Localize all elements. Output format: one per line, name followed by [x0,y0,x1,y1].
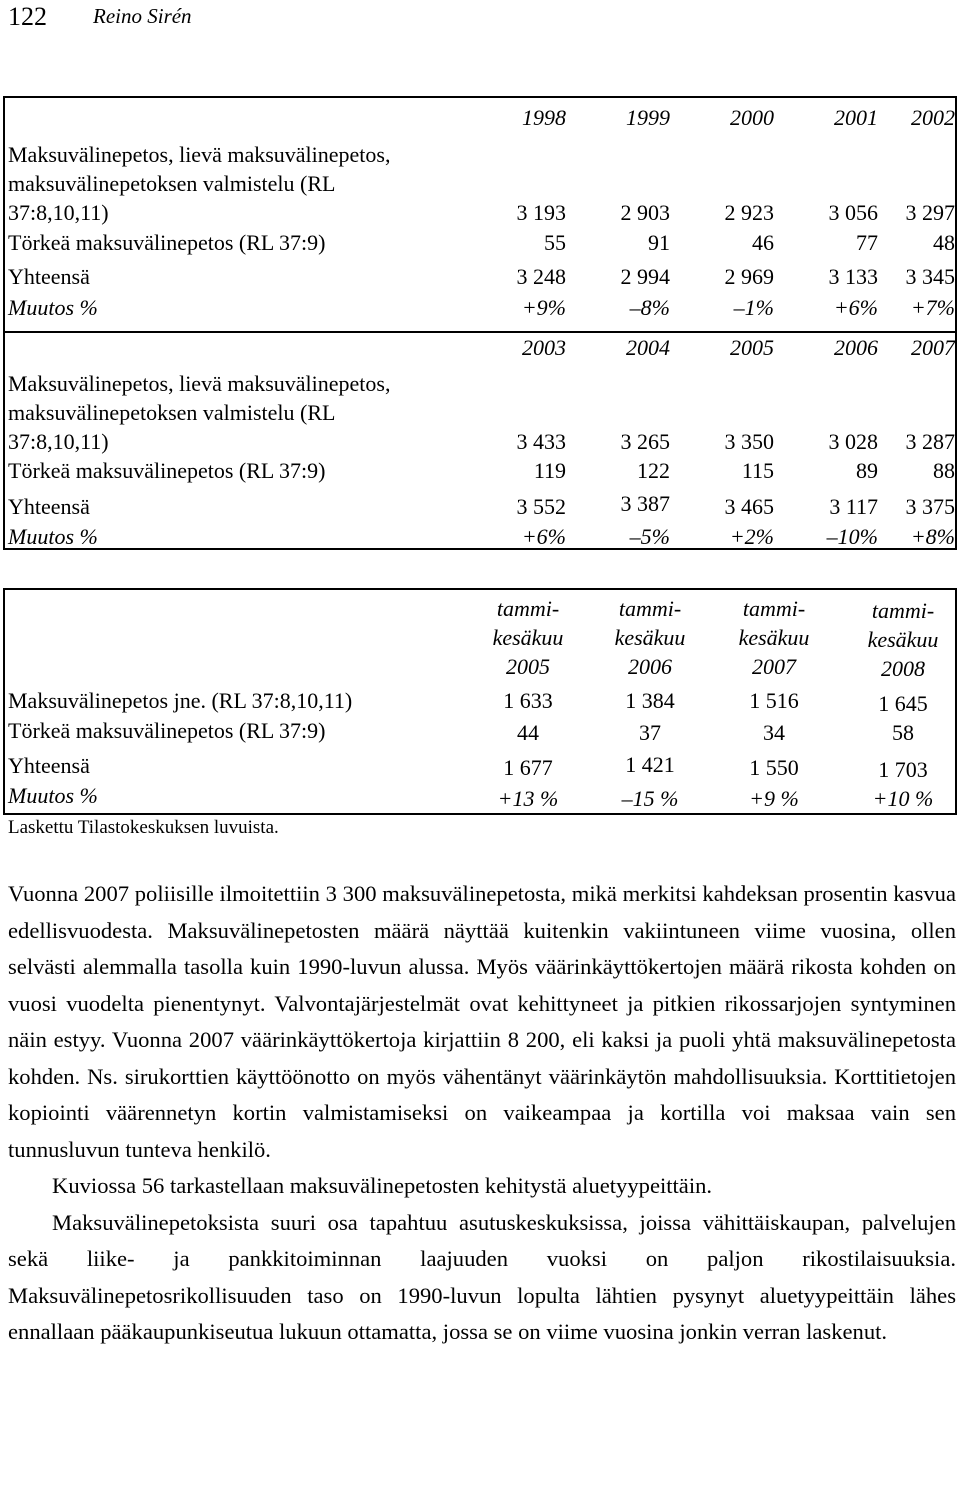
year-header: 2007 [911,335,955,360]
table-cell: 77 [856,230,878,255]
row-label: Maksuvälinepetos, lievä maksuvälinepetos, [8,371,391,396]
table-cell: –5% [629,524,670,549]
table-cell: +13 % [497,786,559,811]
table-cell: +6% [833,295,878,320]
table-cell: 2 903 [620,200,670,225]
table-cell: 48 [933,230,955,255]
table-cell: +9 % [749,786,799,811]
table-cell: 3 028 [828,429,878,454]
table-cell: 2 969 [724,264,774,289]
table-cell: 46 [752,230,774,255]
year-header: 2005 [730,335,774,360]
table-cell: 3 297 [905,200,955,225]
row-label: Maksuvälinepetos jne. (RL 37:8,10,11) [8,688,353,713]
column-header: 2008 [881,656,925,681]
table-cell: 1 516 [749,688,799,713]
column-header: 2007 [752,654,796,679]
paragraph: Kuviossa 56 tarkastellaan maksuvälinepetosten kehitystä aluetyypeittäin. [52,1173,713,1198]
column-header: 2006 [628,654,672,679]
year-header: 2002 [911,105,955,130]
row-label: Maksuvälinepetos, lievä maksuvälinepetos, [8,142,391,167]
column-header: kesäkuu [614,625,686,650]
table-cell: –15 % [621,786,679,811]
table-cell: 3 056 [828,200,878,225]
table-divider [3,331,957,333]
year-header: 2004 [626,335,670,360]
table-cell: 3 287 [905,429,955,454]
row-label: Muutos % [8,783,98,808]
row-label: Yhteensä [8,753,90,778]
table-cell: 1 421 [625,752,675,777]
body-text [8,876,956,1351]
column-header: tammi- [496,596,560,621]
table-cell: 3 133 [828,264,878,289]
table-cell: 122 [637,458,670,483]
table-cell: –10% [826,524,878,549]
row-label: Muutos % [8,295,98,320]
year-header: 2003 [522,335,566,360]
table-cell: 1 384 [625,688,675,713]
row-label: Törkeä maksuvälinepetos (RL 37:9) [8,718,326,743]
table-cell: –8% [629,295,670,320]
table-cell: +8% [910,524,955,549]
table-cell: 88 [933,458,955,483]
table-cell: 3 350 [724,429,774,454]
table-cell: 3 117 [829,494,878,519]
row-label: 37:8,10,11) [8,429,109,454]
year-header: 1998 [522,105,566,130]
column-header: kesäkuu [738,625,810,650]
paragraph: Vuonna 2007 poliisille ilmoitettiin 3 300 maksuvälinepetosta, mikä merkitsi kahdeksan prosentin kasvua edellisvuodesta. Maksuvälinepetosten määrä näyttää kuitenkin vakiintuneen viime vuosina, ollen selvästi alemmalla tasolla kuin 1990-luvun alussa. Myös väärinkäyttökertojen määrä rikosta kohden on vuosi vuodelta pienentynyt. Valvontajärjestelmät ovat kehittyneet ja pitkien rikossarjojen syntyminen näin estyy. Vuonna 2007 väärinkäyttökertoja kirjattiin 8 200, eli kaksi ja puoli yhtä maksuvälinepetosta kohden. Ns. sirukorttien käyttöönotto on myös vähentänyt väärinkäytön mahdollisuuksia. Korttitietojen kopiointi väärennetyn kortin valmistamiseksi on vaikeampaa ja kortilla voi maksaa vain sen tunnusluvun tunteva henkilö. [8,881,956,1162]
table-cell: +9% [521,295,566,320]
column-header: tammi- [871,598,935,623]
column-header: tammi- [618,596,682,621]
row-label: Yhteensä [8,264,90,289]
table-cell: 37 [639,720,661,745]
paragraph: Maksuvälinepetoksista suuri osa tapahtuu asutuskeskuksissa, joissa vähittäiskaupan, palvelujen sekä liike- ja pankkitoiminnan laajuuden vuoksi on paljon rikostilaisuuksia. Maksuvälinepetosrikollisuuden taso on 1990-luvun lopulta lähtien pysynyt aluetyypeittäin lähes ennallaan pääkaupunkiseutua lukuun ottamatta, jossa se on viime vuosina jonkin verran laskenut. [8,1209,956,1344]
table-cell: 3 552 [516,494,566,519]
table-cell: 58 [892,720,914,745]
table-cell: 3 433 [516,429,566,454]
column-header: 2005 [506,654,550,679]
running-head: Reino Sirén [93,4,192,28]
table-cell: 3 248 [516,264,566,289]
table-cell: 3 193 [516,200,566,225]
table-cell: 34 [763,720,785,745]
table-cell: 1 645 [878,691,928,716]
year-header: 1999 [626,105,670,130]
year-header: 2000 [730,105,774,130]
row-label: Yhteensä [8,494,90,519]
table-cell: +7% [910,295,955,320]
table-cell: +6% [521,524,566,549]
year-header: 2001 [834,105,878,130]
year-header: 2006 [834,335,878,360]
table-cell: 2 923 [724,200,774,225]
column-header: tammi- [742,596,806,621]
table-cell: –1% [733,295,774,320]
table-cell: 3 345 [905,264,955,289]
row-label: Törkeä maksuvälinepetos (RL 37:9) [8,458,326,483]
table-cell: 1 550 [749,755,799,780]
table-cell: 55 [544,230,566,255]
table-cell: 3 387 [620,491,670,516]
table-cell: 119 [533,458,566,483]
table-cell: +10 % [872,786,934,811]
row-label: Muutos % [8,524,98,549]
table-cell: 89 [856,458,878,483]
row-label: 37:8,10,11) [8,200,109,225]
table-cell: 1 633 [503,688,553,713]
page-number: 122 [8,2,47,31]
table-cell: 1 703 [878,757,928,782]
table-cell: 3 265 [620,429,670,454]
column-header: kesäkuu [867,627,939,652]
table-cell: 1 677 [503,755,553,780]
table-cell: 115 [741,458,774,483]
row-label: Törkeä maksuvälinepetos (RL 37:9) [8,230,326,255]
table-cell: 3 375 [905,494,955,519]
table-cell: 91 [648,230,670,255]
row-label: maksuvälinepetoksen valmistelu (RL [8,171,336,196]
table-cell: 44 [517,720,539,745]
table-cell: 3 465 [724,494,774,519]
column-header: kesäkuu [492,625,564,650]
table-cell: 2 994 [620,264,670,289]
row-label: maksuvälinepetoksen valmistelu (RL [8,400,336,425]
table-source-note: Laskettu Tilastokeskuksen luvuista. [8,817,279,838]
table-cell: +2% [729,524,774,549]
